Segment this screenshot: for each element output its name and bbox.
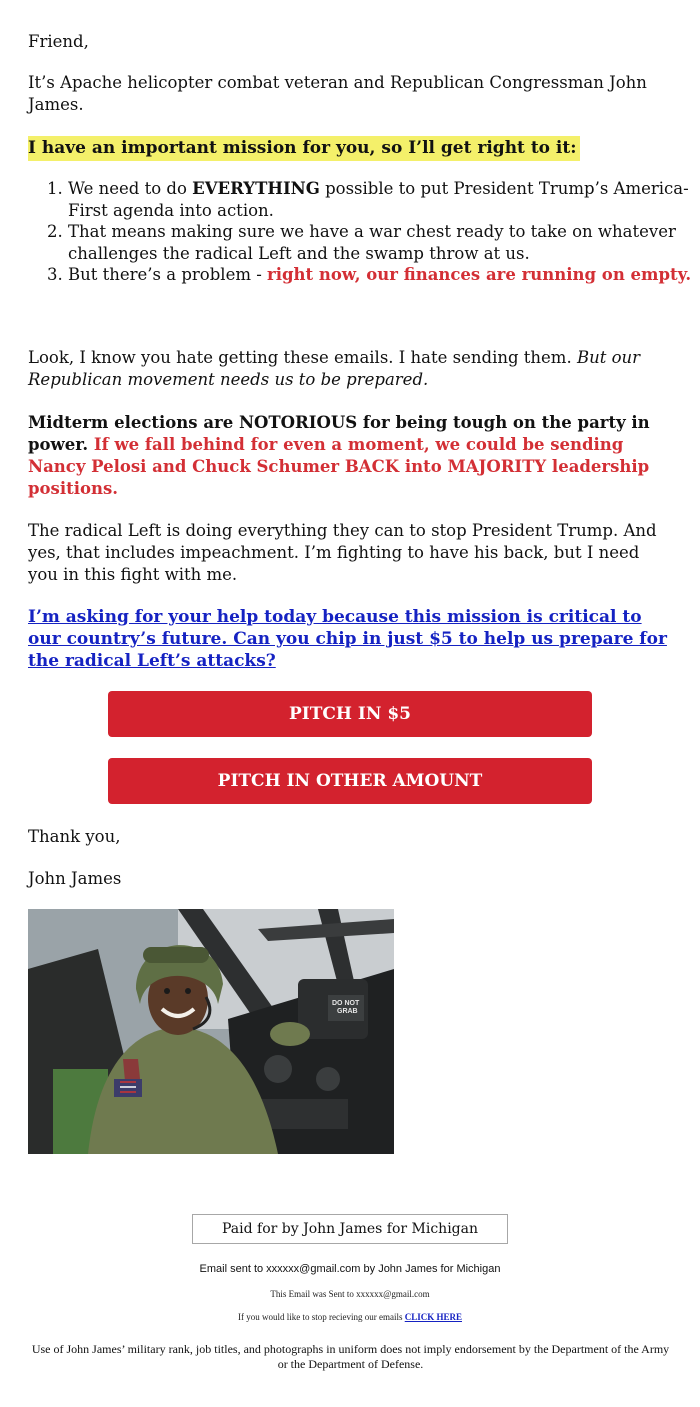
sent-to-line-small: This Email was Sent to xxxxxx@gmail.com	[270, 1289, 430, 1299]
look-italic: But our Republican movement needs us to be prepared.	[28, 348, 641, 389]
mission-list	[28, 178, 700, 286]
military-disclaimer: Use of John James’ military rank, job titles, and photographs in uniform does not imply endorsement by the Department of the Army or the Department of Defense.	[31, 1342, 670, 1371]
radical-paragraph: The radical Left is doing everything they can to stop President Trump. And yes, that includes impeachment. I’m fighting to have his back, but I need you in this fight with me.	[28, 521, 657, 584]
unsubscribe-link[interactable]: CLICK HERE	[404, 1312, 462, 1322]
mission-item-1-text-end: possible to put President Trump’s America-First agenda into action.	[68, 179, 689, 220]
greeting: Friend,	[28, 32, 89, 51]
paid-for-disclaimer-box: Paid for by John James for Michigan	[192, 1214, 508, 1244]
thank-you: Thank you,	[28, 827, 121, 846]
midterm-paragraph	[28, 412, 673, 500]
pitch-in-5-button[interactable]: PITCH IN $5	[108, 691, 592, 737]
highlight-line	[28, 137, 580, 159]
unsubscribe-line	[0, 1312, 700, 1322]
midterm-bold: Midterm elections are NOTORIOUS for being tough on the party in power.	[28, 413, 650, 454]
unsubscribe-text: If you would like to stop recieving our emails	[238, 1312, 405, 1322]
intro-paragraph: It’s Apache helicopter combat veteran and Republican Congressman John James.	[28, 73, 647, 114]
look-paragraph	[28, 347, 673, 391]
signature: John James	[28, 869, 122, 888]
midterm-warning: If we fall behind for even a moment, we could be sending Nancy Pelosi and Chuck Schumer BACK into MAJORITY leadership positions.	[28, 435, 650, 498]
mission-item-1-text: We need to do	[68, 179, 193, 198]
ask-paragraph	[28, 606, 673, 672]
mission-item-3-text: But there’s a problem -	[68, 265, 268, 284]
finances-warning: right now, our finances are running on empty.	[267, 265, 692, 284]
svg-text:GRAB: GRAB	[337, 1008, 358, 1015]
pitch-in-other-amount-button[interactable]: PITCH IN OTHER AMOUNT	[108, 758, 592, 804]
do-not-grab-decal: DO NOT	[332, 1000, 360, 1007]
mission-item-3	[68, 264, 700, 286]
sent-to-line: Email sent to xxxxxx@gmail.com by John James for Michigan	[199, 1263, 501, 1275]
highlighted-mission-text: I have an important mission for you, so I’ll get right to it:	[28, 136, 580, 161]
pilot-photo-illustration	[28, 909, 394, 1154]
mission-item-2: 2. That means making sure we have a war chest ready to take on whatever challenges the radical Left and the swamp throw at us.	[68, 221, 700, 264]
look-text: Look, I know you hate getting these emails. I hate sending them.	[28, 348, 577, 367]
everything-emphasis: EVERYTHING	[192, 179, 320, 198]
pilot-cockpit-photo	[28, 909, 394, 1154]
mission-item-1	[68, 178, 700, 221]
donate-ask-link[interactable]: I’m asking for your help today because this mission is critical to our country’s future. Can you chip in just $5 to help us prepare for the radical Left’s attacks?	[28, 607, 667, 671]
